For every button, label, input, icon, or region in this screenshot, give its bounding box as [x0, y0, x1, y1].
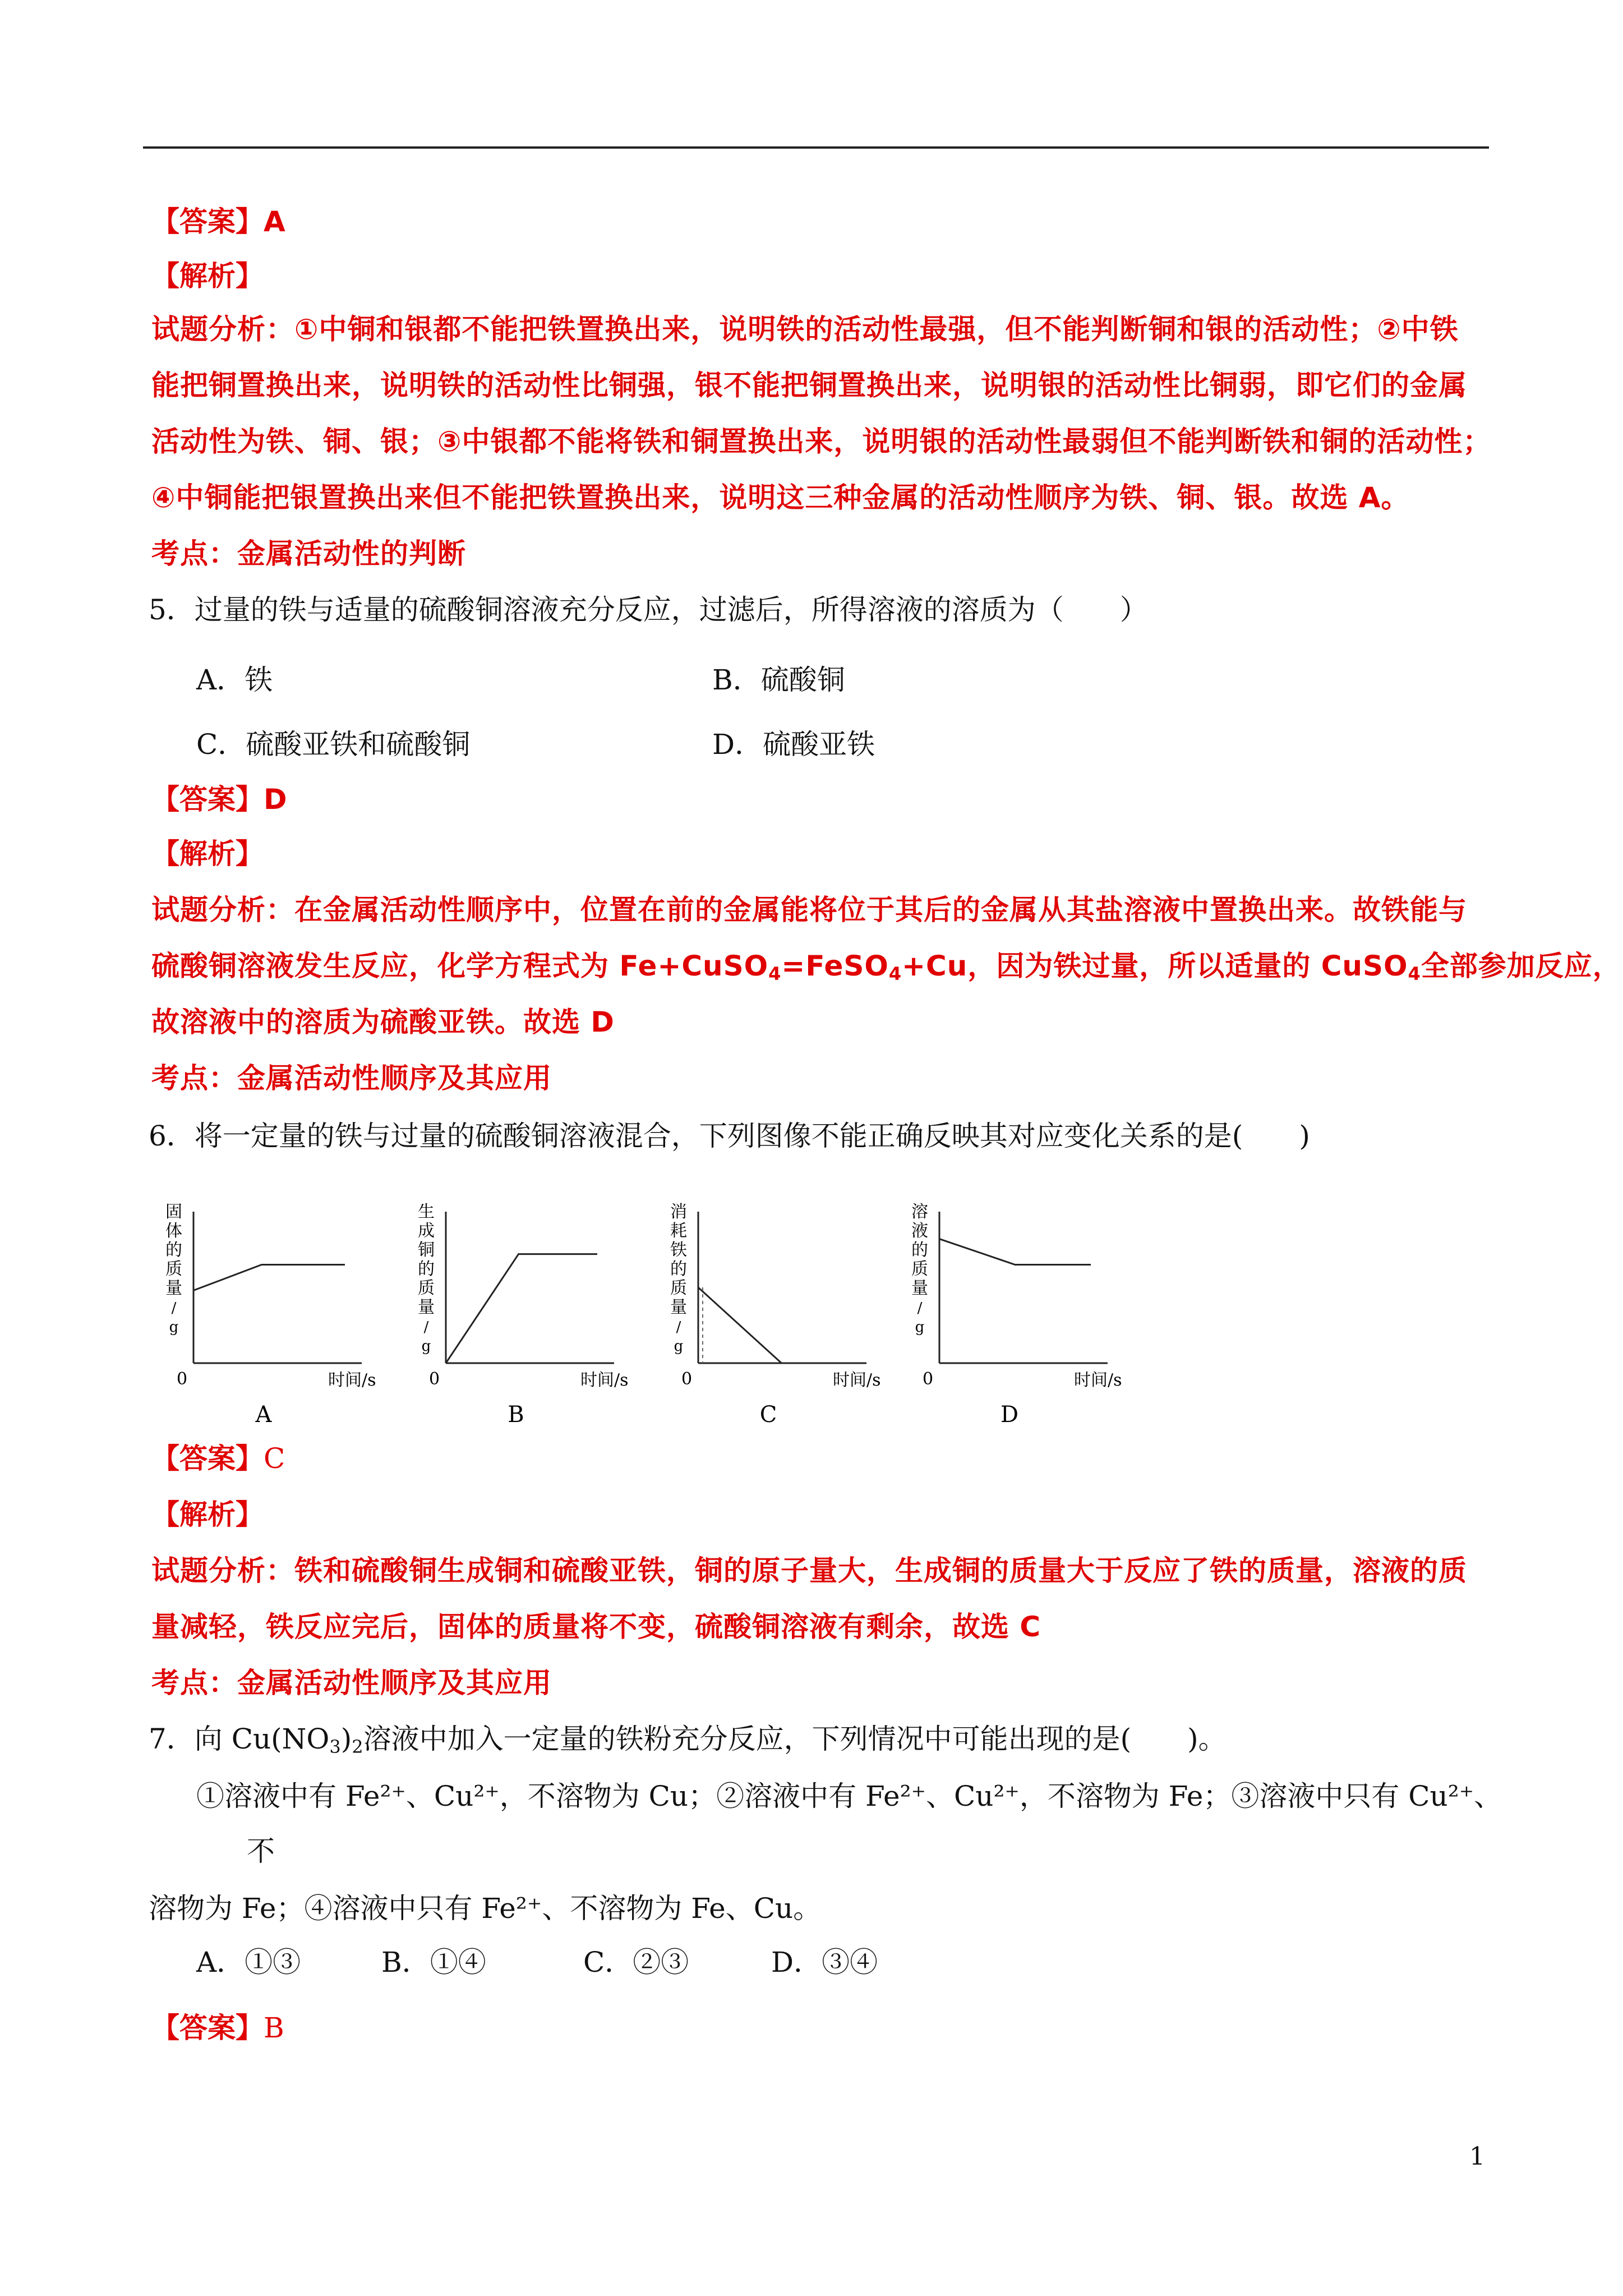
- q4-analysis-tag: 【解析】: [151, 260, 264, 292]
- q7-cases-line-1b: 不: [247, 1835, 275, 1867]
- q5-stem: 5．过量的铁与适量的硫酸铜溶液充分反应，过滤后，所得溶液的溶质为（ ）: [149, 593, 1148, 626]
- q5-analysis-tag: 【解析】: [151, 838, 264, 870]
- q4-analysis-line-4: ④中铜能把银置换出来但不能把铁置换出来，说明这三种金属的活动性顺序为铁、铜、银。故选 A。: [151, 481, 1410, 514]
- q6-stem: 6．将一定量的铁与过量的硫酸铜溶液混合，下列图像不能正确反映其对应变化关系的是( ): [149, 1120, 1310, 1152]
- chart-a-panel-label: A: [255, 1402, 272, 1428]
- page-number: 1: [1469, 2142, 1485, 2171]
- q6-analysis-tag: 【解析】: [151, 1498, 264, 1531]
- q4-analysis-line-2: 能把铜置换出来，说明铁的活动性比铜强，银不能把铜置换出来，说明银的活动性比铜弱，即它们的金属: [151, 369, 1467, 402]
- q6-analysis-line-2: 量减轻，铁反应完后，固体的质量将不变，硫酸铜溶液有剩余，故选 C: [151, 1611, 1041, 1643]
- chart-b-ylabel: 生成铜的质量/ g: [418, 1202, 435, 1355]
- chart-d-series-line: [939, 1239, 1091, 1265]
- q7-option-b: B．①④: [381, 1946, 486, 1978]
- chart-b-series-line: [446, 1254, 597, 1363]
- chart-c-panel-label: C: [759, 1402, 777, 1428]
- chart-a-series-line: [193, 1265, 345, 1291]
- q4-analysis-line-3: 活动性为铁、铜、银；③中银都不能将铁和铜置换出来，说明银的活动性最弱但不能判断铁和铜的活动性；: [151, 425, 1492, 458]
- chart-d-origin: 0: [923, 1369, 934, 1389]
- q4-answer: [151, 205, 285, 238]
- chart-c-xlabel: 时间/s: [833, 1370, 881, 1390]
- q5-answer: [151, 783, 287, 816]
- q5-option-a: A．铁: [196, 664, 273, 696]
- chart-c-ylabel: 消耗铁的质量/ g: [670, 1202, 687, 1355]
- q5-analysis-line-1: 试题分析：在金属活动性顺序中，位置在前的金属能将位于其后的金属从其盐溶液中置换出来。故铁能与: [151, 894, 1467, 926]
- q6-point: 考点：金属活动性顺序及其应用: [151, 1667, 552, 1699]
- chart-a-ylabel: 固体的质量/ g: [165, 1202, 182, 1336]
- q7-option-d: D．③④: [771, 1946, 878, 1978]
- answer-tag: 【答案】: [151, 1442, 264, 1475]
- answer-value: D: [264, 783, 287, 816]
- q7-option-a: A．①③: [196, 1946, 301, 1978]
- answer-tag: 【答案】: [151, 783, 264, 816]
- answer-tag: 【答案】: [151, 205, 264, 238]
- q5-option-d: D．硫酸亚铁: [712, 728, 875, 761]
- q6-charts-svg: [151, 1184, 1138, 1430]
- q5-analysis-line-3: 故溶液中的溶质为硫酸亚铁。故选 D: [151, 1006, 615, 1038]
- q5-option-b: B．硫酸铜: [712, 664, 845, 696]
- chart-b-origin: 0: [429, 1369, 440, 1389]
- chart-d-xlabel: 时间/s: [1074, 1370, 1122, 1390]
- answer-tag: 【答案】: [151, 2012, 264, 2044]
- answer-value: A: [264, 205, 285, 238]
- chart-d-ylabel: 溶液的质量/ g: [911, 1202, 928, 1336]
- q7-answer: [151, 2011, 284, 2045]
- chart-d-panel-label: D: [1000, 1402, 1019, 1428]
- q5-point: 考点：金属活动性顺序及其应用: [151, 1062, 552, 1094]
- q4-analysis-line-1: 试题分析：①中铜和银都不能把铁置换出来，说明铁的活动性最强，但不能判断铜和银的活动性；②中铁: [151, 313, 1459, 346]
- q6-analysis-line-1: 试题分析：铁和硫酸铜生成铜和硫酸亚铁，铜的原子量大，生成铜的质量大于反应了铁的质量，溶液的质: [151, 1554, 1467, 1587]
- chart-a-xlabel: 时间/s: [328, 1370, 376, 1390]
- q6-charts: [151, 1184, 1138, 1430]
- q7-option-c: C．②③: [583, 1946, 689, 1978]
- chart-c-origin: 0: [681, 1369, 693, 1389]
- header-rule: [143, 146, 1489, 149]
- answer-value: B: [264, 2012, 284, 2044]
- q6-answer: [151, 1442, 285, 1475]
- q7-cases-line-2: 溶物为 Fe；④溶液中只有 Fe²⁺、不溶物为 Fe、Cu。: [149, 1892, 822, 1925]
- chart-a-origin: 0: [177, 1369, 188, 1389]
- q7-stem: 7．向 $Cu(NO_3)_2$溶液中加入一定量的铁粉充分反应，下列情况中可能出现的是( )。: [149, 1723, 1227, 1757]
- answer-value: C: [264, 1442, 285, 1475]
- q7-cases-line-1: ①溶液中有 Fe²⁺、Cu²⁺，不溶物为 Cu；②溶液中有 Fe²⁺、Cu²⁺，不溶物为 Fe；③溶液中只有 Cu²⁺、: [196, 1780, 1502, 1812]
- q4-point: 考点：金属活动性的判断: [151, 537, 466, 570]
- chart-b-panel-label: B: [508, 1402, 524, 1428]
- chart-b-xlabel: 时间/s: [580, 1370, 629, 1390]
- q5-option-c: C．硫酸亚铁和硫酸铜: [196, 728, 471, 761]
- chart-c-series-line: [698, 1287, 850, 1363]
- q5-analysis-line-2: 硫酸铜溶液发生反应，化学方程式为 Fe+CuSO$_4$=FeSO$_4$+Cu，因为铁过量，所以适量的 CuSO$_4$全部参加反应，: [151, 950, 1621, 984]
